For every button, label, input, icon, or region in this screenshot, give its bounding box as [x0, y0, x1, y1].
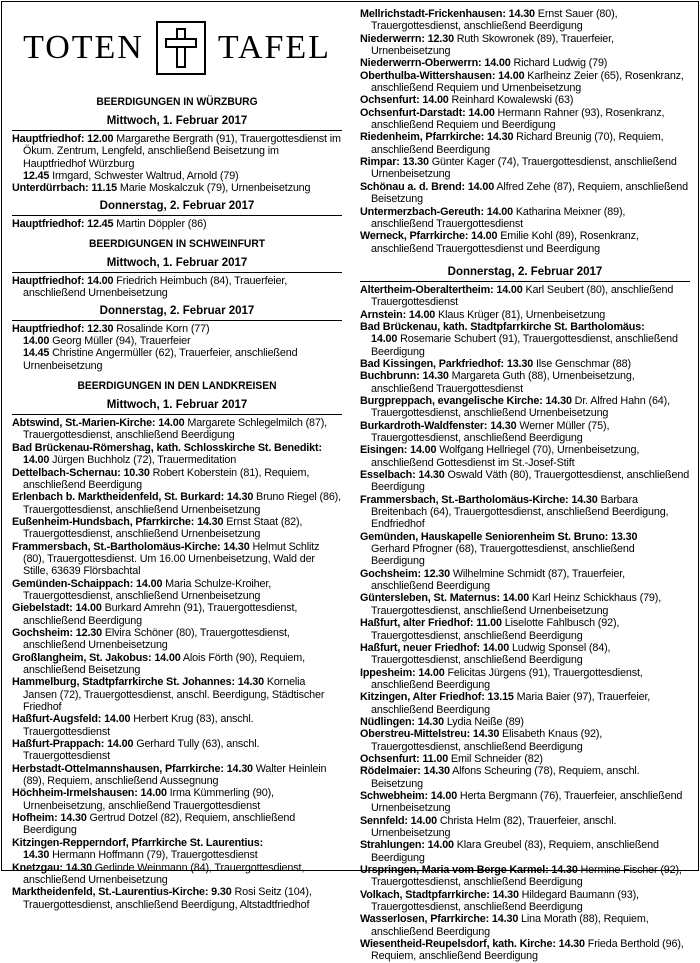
list-item: [360, 938, 690, 963]
day-heading: Mittwoch, 1. Februar 2017: [106, 399, 248, 412]
entry-place: Eußenheim-Hundsbach, Pfarrkirche: 14.30: [12, 515, 224, 528]
entry-text: Herbert Krug (83), anschl. Trauergottesdienst: [23, 713, 254, 738]
list-item: [12, 602, 342, 627]
entry-text: Maria Schulze-Kroiher, Trauergottesdienst, anschließend Urnenbeisetzung: [23, 577, 272, 602]
list-item: [12, 541, 342, 578]
list-item: Hauptfriedhof: 12.00 Margarethe Bergrath (91), Trauergottesdienst im Ökum. Zentrum, Lengfeld, anschließend Beisetzung im Hauptfriedhof Würzburg: [12, 133, 341, 170]
list-item: [360, 815, 690, 840]
list-item: [12, 849, 342, 861]
entry-text: Richard Breunig (70), Requiem, anschließend Beerdigung: [371, 131, 664, 156]
list-item: [12, 442, 342, 454]
entry-place: Schönau a. d. Brend: 14.00: [360, 180, 495, 193]
list-item: [360, 790, 690, 815]
entry-place: Herbstadt-Ottelmannshausen, Pfarrkirche: 14.30: [12, 762, 253, 775]
entry-place: Burgpreppach, evangelische Kirche: 14.30: [360, 394, 572, 407]
list-item: [360, 94, 690, 106]
list-item: [360, 370, 690, 395]
entry-place: Volkach, Stadtpfarrkirche: 14.30: [360, 888, 519, 901]
entry-place: Ochsenfurt: 14.00: [360, 94, 449, 107]
list-item: [360, 716, 690, 728]
list-item: [360, 230, 690, 255]
entry-place: Altertheim-Oberaltertheim: 14.00: [360, 283, 523, 296]
entry-place: Niederwerrn: 12.30: [360, 32, 454, 45]
entry-place: Hammelburg, Stadtpfarrkirche St. Johannes: 14.30: [12, 676, 265, 689]
list-item: [360, 358, 690, 370]
day-heading: Mittwoch, 1. Februar 2017: [106, 257, 248, 270]
list-item: [360, 592, 690, 617]
entry-text: Alfred Zehe (87), Requiem, anschließend Beisetzung: [371, 180, 688, 206]
cross-icon: [156, 21, 206, 75]
entry-text: Herta Bergmann (76), Trauerfeier, anschließend Urnenbeisetzung: [371, 789, 683, 815]
entry-place: Haßfurt, alter Friedhof: 11.00: [360, 617, 502, 630]
entry-text: Barbara Breitenbach (64), Trauergottesdienst, anschließend Beerdigung, Endfriedhof: [371, 493, 669, 531]
entry-text: Jürgen Buchholz (72), Trauermeditation: [49, 454, 237, 467]
entry-place: Großlangheim, St. Jakobus: 14.00: [12, 651, 181, 664]
list-item: [360, 889, 690, 914]
section-title-wuerzburg: BEERDIGUNGEN IN WÜRZBURG: [96, 96, 258, 108]
entry-place: Buchbrunn: 14.30: [360, 370, 449, 383]
day-heading: Donnerstag, 2. Februar 2017: [447, 265, 603, 278]
entry-text: Wolfgang Hellriegel (70), Urnenbeisetzung, anschließend Gottesdienst im St.-Josef-Stift: [371, 444, 640, 469]
entry-text: Gerhard Pfrogner (68), Trauergottesdienst, anschließend Beerdigung: [371, 543, 635, 568]
list-item: Hauptfriedhof: 14.00 Friedrich Heimbuch (84), Trauerfeier, anschließend Urnenbeisetzung: [12, 275, 288, 300]
list-item: [360, 333, 690, 358]
entry-place: Oberstreu-Mittelstreu: 14.30: [360, 728, 500, 741]
list-item: [360, 309, 690, 321]
entry-place: Haßfurt-Prappach: 14.00: [12, 738, 134, 751]
entry-text: Ernst Staat (82), Trauergottesdienst, anschließend Urnenbeisetzung: [23, 515, 303, 541]
entry-text: Hermann Hoffmann (79), Trauergottesdienst: [49, 849, 258, 862]
left-column: [12, 8, 342, 911]
entry-place: Knetzgau: 14.30: [12, 861, 92, 874]
list-item: [12, 886, 342, 911]
entry-place: Nüdlingen: 14.30: [360, 715, 444, 728]
entry-text: Alfons Scheuring (78), Requiem, anschl. Beisetzung: [371, 765, 640, 790]
entry-place: Niederwerrn-Oberwerrn: 14.00: [360, 57, 511, 70]
entry-text: Wilhelmine Schmidt (87), Trauerfeier, anschließend Beerdigung: [371, 567, 625, 593]
list-item: Hauptfriedhof: 12.30 Rosalinde Korn (77): [12, 322, 210, 335]
divider: [12, 272, 342, 273]
list-item: [360, 839, 690, 864]
divider: [12, 215, 342, 216]
entry-place: 14.00: [23, 454, 50, 467]
list-item: [360, 156, 690, 181]
entry-text: Kornelia Jansen (72), Trauergottesdienst, anschl. Beerdigung, Städtischer Friedhof: [23, 676, 325, 714]
list-item: [12, 491, 342, 516]
list-item: [12, 417, 342, 442]
entry-place: Erlenbach b. Marktheidenfeld, St. Burkard: 14.30: [12, 491, 254, 504]
list-item: [12, 812, 342, 837]
entry-place: Burkardroth-Waldfenster: 14.30: [360, 419, 517, 432]
list-item: [12, 837, 342, 849]
entry-text: Irma Kümmerling (90), Urnenbeisetzung, anschließend Trauergottesdienst: [23, 787, 274, 812]
list-item: [360, 181, 690, 206]
entry-text: Helmut Schlitz (80), Trauergottesdienst. Um 16.00 Urnenbeisetzung, Wald der Stille, 63639 Flörsbachtal: [23, 540, 320, 578]
entry-place: Giebelstadt: 14.00: [12, 602, 102, 615]
section-title-landkreise: BEERDIGUNGEN IN DEN LANDKREISEN: [77, 380, 277, 393]
list-item: 14.45 Christine Angermüller (62), Trauerfeier, anschließend Urnenbeisetzung: [23, 347, 298, 372]
day-heading: Donnerstag, 2. Februar 2017: [99, 304, 255, 317]
entry-text: Hermine Fischer (92), Trauergottesdienst, anschließend Beerdigung: [371, 864, 682, 889]
entry-text: Gerhard Tully (63), anschl. Trauergottesdienst: [23, 738, 260, 763]
entry-place: Bad Kissingen, Parkfriedhof: 13.30: [360, 357, 534, 370]
entry-place: Höchheim-Irmelshausen: 14.00: [12, 787, 167, 800]
entry-place: Bad Brückenau-Römershag, kath. Schlosskirche St. Benedikt:: [12, 441, 322, 454]
entry-place: Eisingen: 14.00: [360, 444, 437, 457]
divider: [12, 320, 342, 321]
entry-text: Alois Förth (90), Requiem, anschließend Beisetzung: [23, 651, 305, 676]
list-item: [12, 578, 342, 603]
entry-list: [12, 417, 342, 911]
entry-text: Robert Koberstein (81), Requiem, anschließend Beerdigung: [23, 466, 310, 491]
masthead: [12, 8, 342, 88]
list-item: [360, 728, 690, 753]
entry-text: Christa Helm (82), Trauerfeier, anschl. Urnenbeisetzung: [371, 814, 617, 839]
day-heading: Donnerstag, 2. Februar 2017: [99, 199, 255, 212]
entry-place: Wiesentheid-Reupelsdorf, kath. Kirche: 14.30: [360, 938, 585, 951]
entry-text: Burkard Amrehn (91), Trauergottesdienst, anschließend Beerdigung: [23, 602, 298, 627]
entry-text: Elvira Schöner (80), Trauergottesdienst, anschließend Urnenbeisetzung: [23, 626, 290, 652]
entry-place: Marktheidenfeld, St.-Laurentius-Kirche: 9.30: [12, 886, 232, 899]
list-item: [360, 531, 690, 543]
entry-place: Frammersbach, St.-Bartholomäus-Kirche: 14.30: [12, 540, 250, 553]
list-item: [360, 321, 690, 333]
entry-place: Gochsheim: 12.30: [12, 626, 103, 639]
entry-text: Ernst Sauer (80), Trauergottesdienst, anschließend Beerdigung: [371, 8, 618, 33]
list-item: [360, 70, 690, 95]
entry-place: Kitzingen-Repperndorf, Pfarrkirche St. Laurentius:: [12, 836, 264, 849]
list-item: [360, 33, 690, 58]
entry-place: Haßfurt-Augsfeld: 14.00: [12, 713, 131, 726]
entry-place: Gochsheim: 12.30: [360, 567, 451, 580]
entry-text: Karlheinz Zeier (65), Rosenkranz, anschließend Requiem und Urnenbeisetzung: [371, 69, 684, 95]
list-item: [12, 467, 342, 492]
entry-place: Urspringen, Maria vom Berge Karmel: 14.30: [360, 864, 578, 877]
list-item: [360, 765, 690, 790]
right-column: [360, 8, 690, 963]
entry-place: Werneck, Pfarrkirche: 14.00: [360, 230, 498, 243]
entry-text: Liselotte Fahlbusch (92), Trauergottesdienst, anschließend Beerdigung: [371, 617, 620, 642]
entry-place: Hofheim: 14.30: [12, 812, 87, 825]
entry-text: Werner Müller (75), Trauergottesdienst, anschließend Beerdigung: [371, 419, 610, 444]
list-item: [360, 568, 690, 593]
entry-text: Klara Greubel (83), Requiem, anschließend Beerdigung: [371, 839, 659, 864]
entry-place: Sennfeld: 14.00: [360, 814, 437, 827]
obituary-page: [1, 1, 699, 963]
entry-place: Arnstein: 14.00: [360, 308, 436, 321]
entry-place: Wasserlosen, Pfarrkirche: 14.30: [360, 913, 519, 926]
entry-text: Hildegard Baumann (93), Trauergottesdienst, anschließend Beerdigung: [371, 888, 639, 914]
entry-place: Ochsenfurt-Darstadt: 14.00: [360, 106, 495, 119]
entry-text: Ludwig Sponsel (84), Trauergottesdienst, anschließend Beerdigung: [371, 641, 611, 667]
list-item: [360, 57, 690, 69]
list-item: [360, 469, 690, 494]
entry-place: Oberthulba-Wittershausen: 14.00: [360, 69, 525, 82]
entry-text: Lina Morath (88), Requiem, anschließend Beerdigung: [371, 913, 649, 938]
entry-place: Gemünden-Schaippach: 14.00: [12, 577, 163, 590]
entry-place: Frammersbach, St.-Bartholomäus-Kirche: 14.30: [360, 493, 598, 506]
entry-text: Hermann Rahner (93), Rosenkranz, anschließend Requiem und Beerdigung: [371, 106, 665, 132]
entry-text: Oswald Väth (80), Trauergottesdienst, anschließend Beerdigung: [371, 469, 690, 494]
entry-place: Rimpar: 13.30: [360, 156, 429, 169]
list-item: [12, 738, 342, 763]
list-item: [360, 642, 690, 667]
entry-text: Ilse Genschmar (88): [533, 357, 631, 370]
divider: [12, 414, 342, 415]
list-item: [360, 543, 690, 568]
list-item: 12.45 Irmgard, Schwester Waltrud, Arnold (79): [23, 170, 239, 183]
entry-place: Rödelmaier: 14.30: [360, 765, 450, 778]
entry-text: Reinhard Kowalewski (63): [448, 94, 574, 107]
list-item: [12, 652, 342, 677]
entry-place: Schwebheim: 14.00: [360, 789, 458, 802]
entry-text: Walter Heinlein (89), Requiem, anschließend Aussegnung: [23, 762, 327, 788]
entry-text: Lydia Neiße (89): [444, 715, 524, 728]
list-item: [360, 617, 690, 642]
entry-place: Untermerzbach-Gereuth: 14.00: [360, 205, 514, 218]
entry-text: Gerlinde Weinmann (84), Trauergottesdienst, anschließend Urnenbeisetzung: [23, 861, 305, 886]
divider: [12, 130, 342, 131]
entry-place: Güntersleben, St. Maternus: 14.00: [360, 592, 530, 605]
entry-place: Gemünden, Hauskapelle Seniorenheim St. Bruno: 13.30: [360, 530, 638, 543]
entry-text: Maria Baier (97), Trauerfeier, anschließend Beerdigung: [371, 691, 651, 716]
entry-text: Rosemarie Schubert (91), Trauergottesdienst, anschließend Beerdigung: [371, 333, 678, 358]
list-item: [12, 516, 342, 541]
entry-text: Karl Seubert (80), anschließend Trauergottesdienst: [371, 283, 674, 309]
list-item: [360, 753, 690, 765]
list-item: [360, 444, 690, 469]
list-item: [360, 107, 690, 132]
list-item: [360, 913, 690, 938]
entry-place: 14.30: [23, 849, 50, 862]
entry-text: Dr. Alfred Hahn (64), Trauergottesdienst, anschließend Urnenbeisetzung: [371, 394, 670, 420]
masthead-left-word: TOTEN: [23, 29, 144, 66]
entry-place: Ochsenfurt: 11.00: [360, 752, 449, 765]
entry-place: Mellrichstadt-Frickenhausen: 14.30: [360, 8, 535, 20]
entry-text: Katharina Meixner (89), anschließend Trauergottesdienst: [371, 205, 626, 230]
masthead-right-word: TAFEL: [217, 29, 331, 66]
entry-place: Riedenheim, Pfarrkirche: 14.30: [360, 131, 514, 144]
entry-text: Karl Heinz Schickhaus (79), Trauergottesdienst, anschließend Urnenbeisetzung: [371, 592, 662, 617]
list-item: [360, 691, 690, 716]
entry-list: [360, 284, 690, 963]
entry-text: Günter Kager (74), Trauergottesdienst, anschließend Urnenbeisetzung: [371, 156, 677, 181]
list-item: [360, 131, 690, 156]
list-item: [360, 864, 690, 889]
list-item: [360, 420, 690, 445]
entry-text: Gertrud Dotzel (82), Requiem, anschließend Beerdigung: [23, 812, 296, 837]
entry-text: Elisabeth Knaus (92), Trauergottesdienst, anschließend Beerdigung: [371, 728, 603, 753]
list-item: [12, 763, 342, 788]
list-item: [12, 454, 342, 466]
divider: [360, 281, 690, 282]
entry-text: Felicitas Jürgens (91), Trauergottesdienst, anschließend Beerdigung: [371, 666, 643, 691]
list-item: [12, 862, 342, 887]
entry-place: Esselbach: 14.30: [360, 469, 445, 482]
list-item: 14.00 Georg Müller (94), Trauerfeier: [23, 335, 191, 348]
entry-text: Ruth Skowronek (89), Trauerfeier, Urnenbeisetzung: [371, 32, 614, 58]
entry-text: Frieda Berthold (96), Requiem, anschließend Beerdigung: [371, 938, 684, 963]
entry-place: Strahlungen: 14.00: [360, 839, 454, 852]
entry-text: Margarete Schlegelmilch (87), Trauergottesdienst, anschließend Beerdigung: [23, 417, 328, 442]
entry-text: Klaus Krüger (81), Urnenbeisetzung: [435, 308, 606, 321]
list-item: [12, 713, 342, 738]
section-title-schweinfurt: BEERDIGUNGEN IN SCHWEINFURT: [88, 238, 266, 251]
list-item: Unterdürrbach: 11.15 Marie Moskalczuk (79), Urnenbeisetzung: [12, 182, 311, 195]
entry-place: Abtswind, St.-Marien-Kirche: 14.00: [12, 417, 185, 430]
list-item: [360, 395, 690, 420]
list-item: [12, 676, 342, 713]
entry-text: Richard Ludwig (79): [510, 57, 608, 70]
list-item: [360, 206, 690, 231]
entry-place: Bad Brückenau, kath. Stadtpfarrkirche St. Bartholomäus:: [360, 320, 645, 333]
list-item: [12, 787, 342, 812]
entry-place: Haßfurt, neuer Friedhof: 14.00: [360, 641, 510, 654]
list-item: [12, 627, 342, 652]
list-item: [360, 8, 690, 33]
list-item: [360, 284, 690, 309]
day-heading: Mittwoch, 1. Februar 2017: [106, 115, 248, 127]
entry-text: Rosi Seitz (104), Trauergottesdienst, anschließend Beerdigung, Altstadtfriedhof: [23, 886, 312, 911]
entry-place: 14.00: [371, 333, 398, 346]
entry-place: Kitzingen, Alter Friedhof: 13.15: [360, 691, 514, 704]
entry-text: Emil Schneider (82): [448, 752, 543, 765]
list-item: [360, 494, 690, 531]
entry-text: Emilie Kohl (89), Rosenkranz, anschließend Trauergottesdienst und Beerdigung: [371, 230, 639, 255]
list-item: [360, 667, 690, 692]
entry-text: Bruno Riegel (86), Trauergottesdienst, anschließend Urnenbeisetzung: [23, 491, 341, 516]
entry-list: [360, 8, 690, 255]
entry-place: Dettelbach-Schernau: 10.30: [12, 466, 150, 479]
list-item: Hauptfriedhof: 12.45 Martin Döppler (86): [12, 217, 207, 230]
entry-place: Ippesheim: 14.00: [360, 666, 445, 679]
entry-text: Margareta Guth (88), Urnenbeisetzung, anschließend Trauergottesdienst: [371, 370, 635, 395]
